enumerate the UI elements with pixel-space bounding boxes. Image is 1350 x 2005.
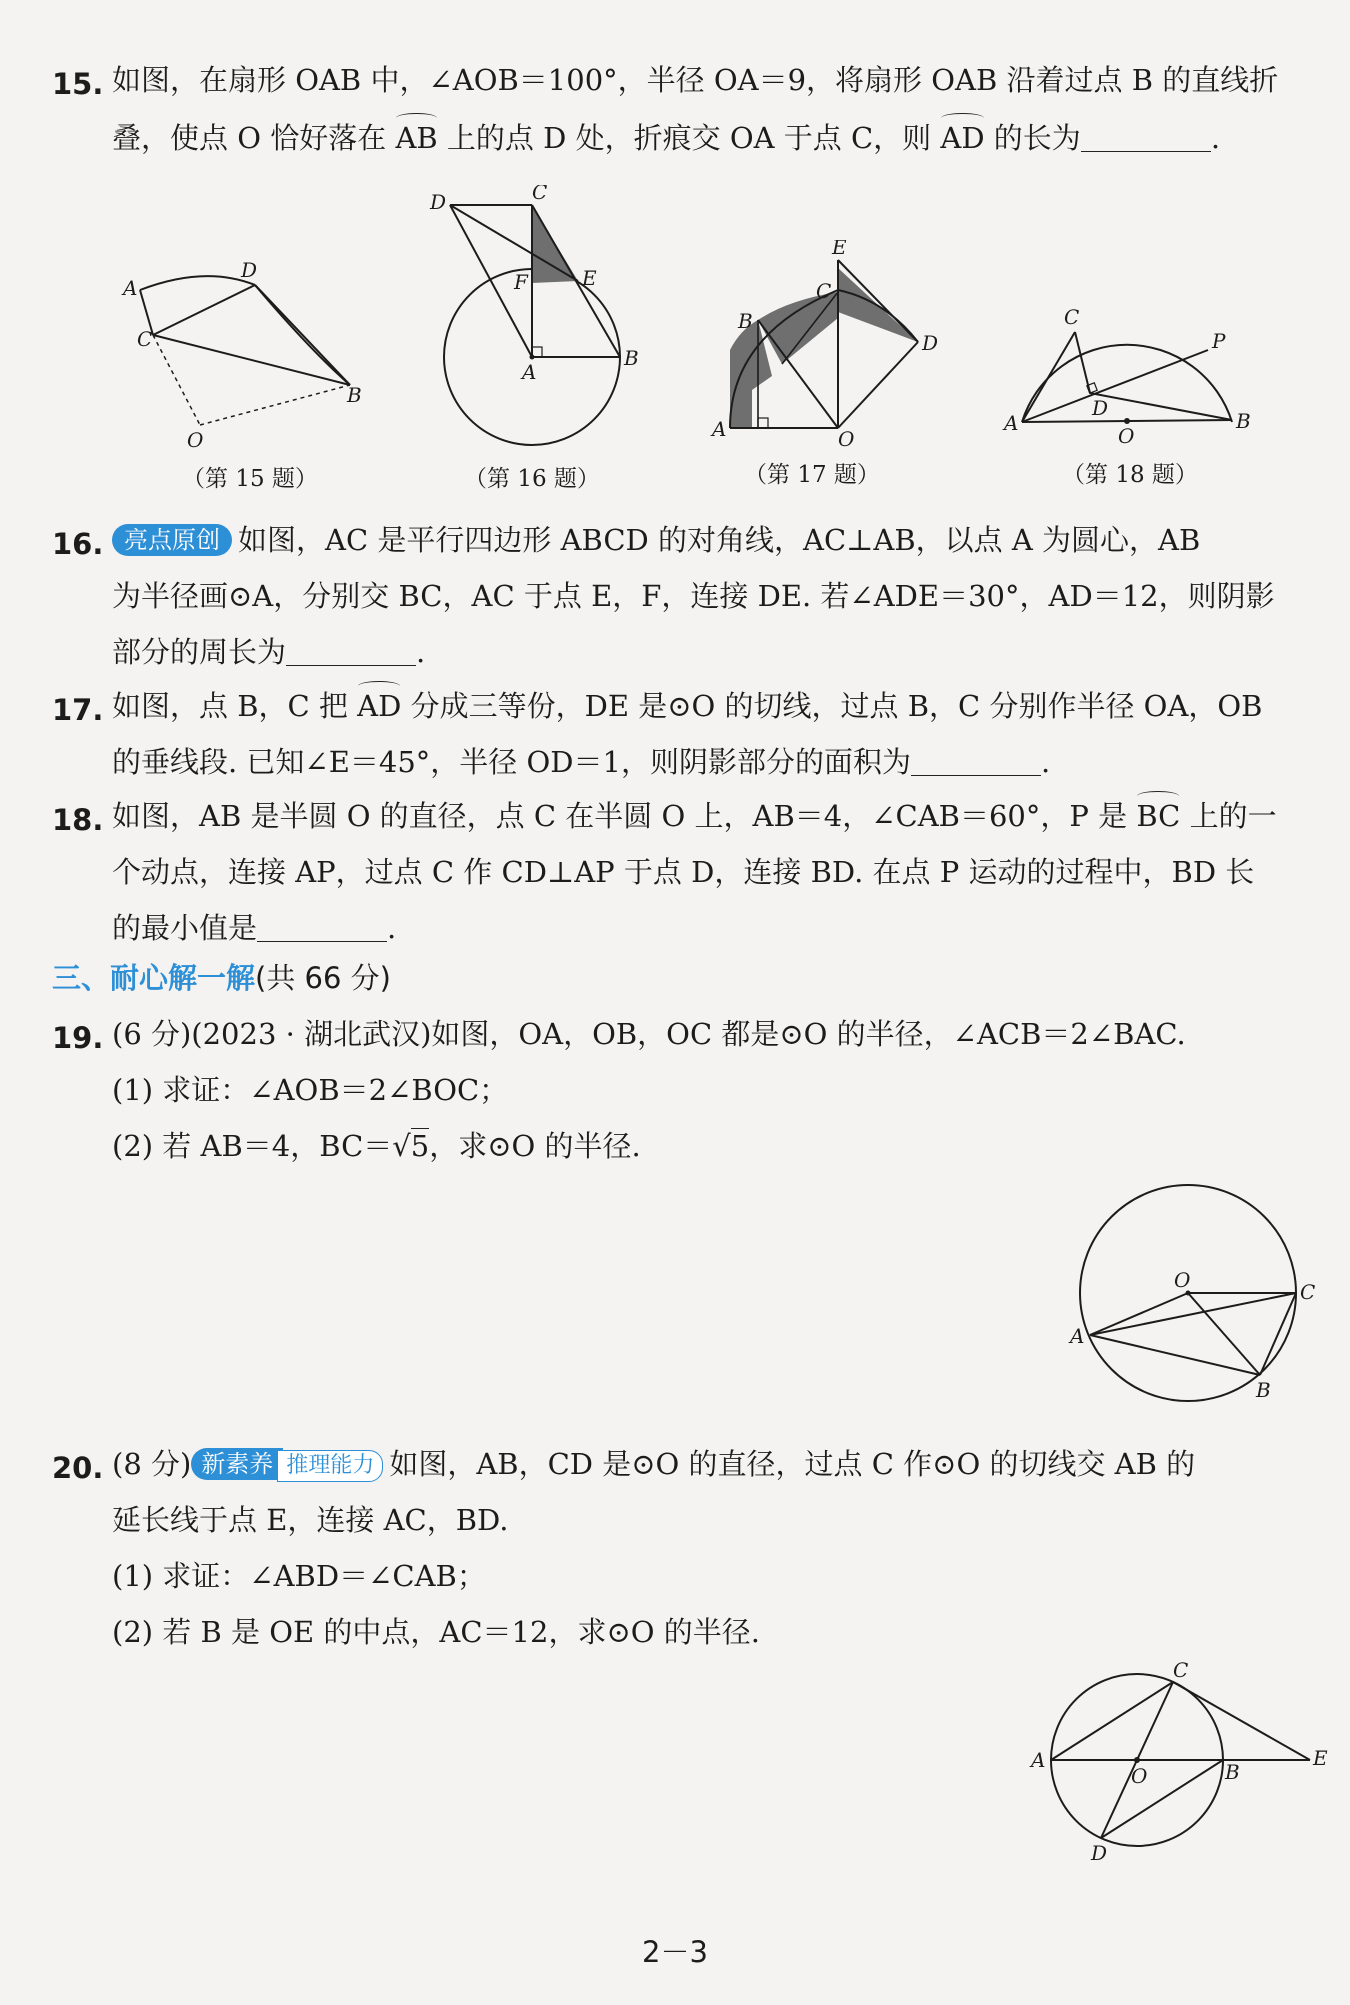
q17-line2 xyxy=(112,742,1050,782)
q18-number: 18. xyxy=(52,803,104,837)
fig16-label-f: F xyxy=(514,270,528,294)
answer-blank[interactable] xyxy=(1081,123,1211,152)
answer-blank[interactable] xyxy=(911,747,1041,776)
fig16-label-d: D xyxy=(430,190,447,214)
q20-part1: (1) 求证：∠ABD＝∠CAB； xyxy=(112,1559,486,1593)
q15-number: 15. xyxy=(52,67,104,101)
fig18-label-c: C xyxy=(1064,305,1080,329)
q17-line2-text: 的垂线段. 已知∠E＝45°，半径 OD＝1，则阴影部分的面积为 xyxy=(112,745,912,779)
fig20-label-d: D xyxy=(1091,1841,1108,1865)
q20-part2: (2) 若 B 是 OE 的中点，AC＝12，求⊙O 的半径. xyxy=(112,1615,760,1649)
fig20-label-e: E xyxy=(1313,1746,1328,1770)
fig20-label-c: C xyxy=(1173,1658,1189,1682)
q15-line2-end: . xyxy=(1210,121,1221,155)
fig16-label-b: B xyxy=(624,346,639,370)
fig16-label-e: E xyxy=(582,266,597,290)
q18-line1-a: 如图，AB 是半圆 O 的直径，点 C 在半圆 O 上，AB＝4，∠CAB＝60°，P 是 xyxy=(112,799,1137,833)
q15-line1: 如图，在扇形 OAB 中，∠AOB＝100°，半径 OA＝9，将扇形 OAB 沿着过点 B 的直线折 xyxy=(112,63,1279,97)
q15-line2-c: 的长为 xyxy=(984,121,1081,155)
answer-blank[interactable] xyxy=(286,637,416,666)
q18-line3-text: 的最小值是 xyxy=(112,911,258,945)
figure-16 xyxy=(420,185,650,455)
q20-line1 xyxy=(112,1444,1195,1484)
fig18-label-d: D xyxy=(1092,396,1109,420)
sqrt-symbol: √ xyxy=(392,1129,411,1163)
figure-19 xyxy=(1060,1175,1330,1415)
q16-line3 xyxy=(112,632,425,672)
q16-line1 xyxy=(112,520,1200,560)
fig17-label-b: B xyxy=(738,309,753,333)
q19-part2-b: ，求⊙O 的半径. xyxy=(429,1129,641,1163)
q15-arc-ad: AD xyxy=(940,118,984,158)
fig17-label-d: D xyxy=(922,331,939,355)
figure-18 xyxy=(1000,300,1270,450)
q15-line2-a: 叠，使点 O 恰好落在 xyxy=(112,121,396,155)
q20-number: 20. xyxy=(52,1451,104,1485)
answer-blank[interactable] xyxy=(257,913,387,942)
caption-15: （第 15 题） xyxy=(182,466,318,492)
fig19-label-c: C xyxy=(1300,1280,1316,1304)
section-score: (共 66 分) xyxy=(255,961,391,995)
fig17-label-c: C xyxy=(816,279,832,303)
fig18-label-a: A xyxy=(1004,411,1019,435)
fig16-label-a: A xyxy=(522,360,537,384)
fig20-label-o: O xyxy=(1131,1764,1148,1788)
fig15-label-c: C xyxy=(137,327,153,351)
fig18-label-b: B xyxy=(1236,409,1251,433)
new-literacy-tag: 新素养 xyxy=(191,1448,283,1480)
q17-line1-a: 如图，点 B，C 把 xyxy=(112,689,358,723)
q19-part2 xyxy=(112,1126,641,1166)
q17-line1 xyxy=(112,686,1262,726)
q20-line1-text: 如图，AB，CD 是⊙O 的直径，过点 C 作⊙O 的切线交 AB 的 xyxy=(389,1447,1196,1481)
q18-line1-b: 上的一 xyxy=(1180,799,1277,833)
fig15-label-d: D xyxy=(241,258,258,282)
q20-line2: 延长线于点 E，连接 AC，BD. xyxy=(112,1503,509,1537)
original-tag: 亮点原创 xyxy=(112,524,232,556)
q18-line2: 个动点，连接 AP，过点 C 作 CD⊥AP 于点 D，连接 BD. 在点 P 运动的过程中，BD 长 xyxy=(112,855,1255,889)
caption-16: （第 16 题） xyxy=(464,466,600,492)
q16-line3-text: 部分的周长为 xyxy=(112,635,287,669)
q16-line3-end: . xyxy=(416,635,426,669)
fig19-label-a: A xyxy=(1070,1324,1085,1348)
fig20-label-a: A xyxy=(1031,1748,1046,1772)
fig18-label-p: P xyxy=(1212,329,1226,353)
q19-sqrt-value: 5 xyxy=(410,1129,430,1163)
q18-line3-end: . xyxy=(387,911,397,945)
fig20-label-b: B xyxy=(1225,1760,1240,1784)
fig15-label-o: O xyxy=(187,428,204,452)
figure-17 xyxy=(700,240,950,450)
q16-number: 16. xyxy=(52,527,104,561)
q15-arc-ab: AB xyxy=(395,118,437,158)
section-title: 三、耐心解一解 xyxy=(52,961,256,995)
q19-part1: (1) 求证：∠AOB＝2∠BOC； xyxy=(112,1073,509,1107)
q17-line1-b: 分成三等份，DE 是⊙O 的切线，过点 B，C 分别作半径 OA，OB xyxy=(401,689,1263,723)
q20-score: (8 分) xyxy=(112,1447,192,1481)
section-heading xyxy=(52,958,391,998)
q17-number: 17. xyxy=(52,693,104,727)
q15-line2-b: 上的点 D 处，折痕交 OA 于点 C，则 xyxy=(437,121,941,155)
page-number: 2－3 xyxy=(642,1935,708,1969)
caption-17: （第 17 题） xyxy=(744,462,880,488)
q18-line3 xyxy=(112,908,396,948)
q16-line1-text: 如图，AC 是平行四边形 ABCD 的对角线，AC⊥AB，以点 A 为圆心，AB xyxy=(238,523,1201,557)
fig17-label-e: E xyxy=(832,240,847,259)
q18-line1 xyxy=(112,796,1277,836)
q15-line2 xyxy=(112,118,1220,158)
reasoning-tag: 推理能力 xyxy=(277,1450,383,1482)
fig15-label-b: B xyxy=(347,383,362,407)
q19-number: 19. xyxy=(52,1021,104,1055)
fig19-label-o: O xyxy=(1174,1268,1191,1292)
fig19-label-b: B xyxy=(1256,1378,1271,1402)
figure-15 xyxy=(115,255,375,460)
fig17-label-o: O xyxy=(838,427,855,450)
fig18-label-o: O xyxy=(1118,424,1135,448)
fig17-label-a: A xyxy=(712,417,727,441)
q18-arc-bc: BC xyxy=(1136,796,1180,836)
q17-line2-end: . xyxy=(1041,745,1051,779)
caption-18: （第 18 题） xyxy=(1062,462,1198,488)
fig15-label-a: A xyxy=(123,276,138,300)
q16-line2: 为半径画⊙A，分别交 BC，AC 于点 E，F，连接 DE. 若∠ADE＝30°，AD＝12，则阴影 xyxy=(112,579,1275,613)
q19-line1: (6 分)(2023 · 湖北武汉)如图，OA，OB，OC 都是⊙O 的半径，∠ACB＝2∠BAC. xyxy=(112,1017,1186,1051)
q19-part2-a: (2) 若 AB＝4，BC＝ xyxy=(112,1129,393,1163)
fig16-label-c: C xyxy=(532,185,548,204)
q17-arc-ad: AD xyxy=(357,686,401,726)
figure-20 xyxy=(1025,1655,1335,1870)
